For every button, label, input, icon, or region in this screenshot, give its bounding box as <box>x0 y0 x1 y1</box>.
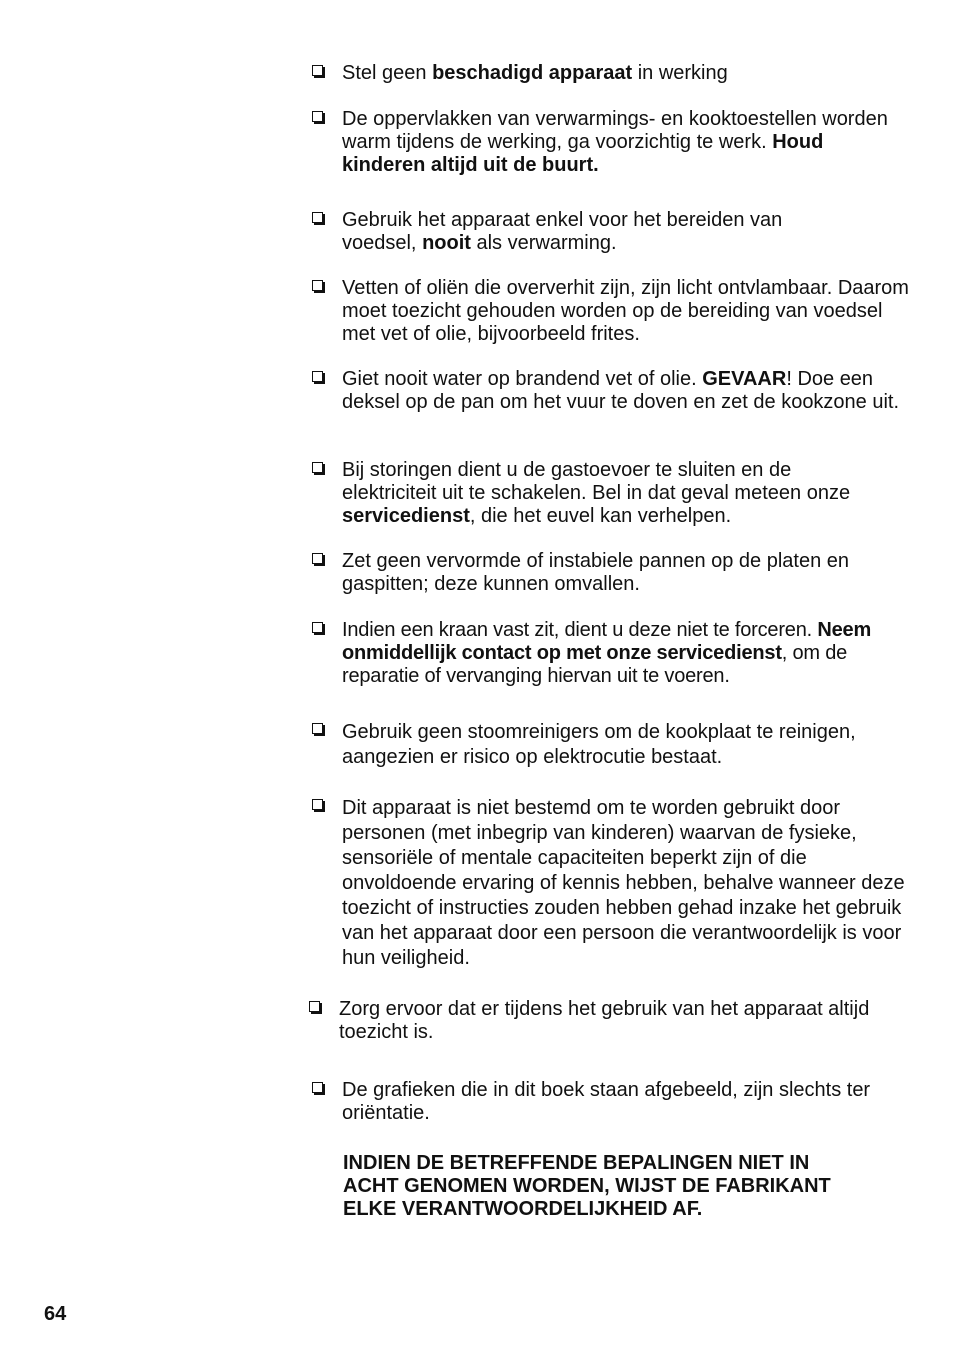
list-item-text: Zorg ervoor dat er tijdens het gebruik van het apparaat altijd toezicht is. <box>339 998 870 1043</box>
checkbox-bullet-icon <box>312 622 323 633</box>
list-item <box>312 108 912 177</box>
checkbox-bullet-icon <box>312 280 323 291</box>
list-item-text: Gebruik het apparaat enkel voor het bereiden van voedsel, nooit als verwarming. <box>342 209 783 254</box>
checkbox-bullet-icon <box>312 371 323 382</box>
checkbox-bullet-icon <box>312 111 323 122</box>
checkbox-bullet-icon <box>312 462 323 473</box>
checkbox-bullet-icon <box>312 553 323 564</box>
checkbox-bullet-icon <box>312 1082 323 1093</box>
list-item-text: Vetten of oliën die oververhit zijn, zijn licht ontvlambaar. Daarom moet toezicht gehouden worden op de bereiding van voedsel met vet of olie, bijvoorbeeld frites. <box>342 277 909 345</box>
list-item <box>312 209 912 255</box>
checkbox-bullet-icon <box>312 65 323 76</box>
checkbox-bullet-icon <box>312 212 323 223</box>
list-item-text: De oppervlakken van verwarmings- en kooktoestellen worden warm tijdens de werking, ga voorzichtig te werk. Houd kinderen altijd uit de buurt. <box>342 108 888 176</box>
checkbox-bullet-icon <box>309 1001 320 1012</box>
list-item <box>312 368 912 414</box>
list-item-text: Giet nooit water op brandend vet of olie. GEVAAR! Doe een deksel op de pan om het vuur te doven en zet de kookzone uit. <box>342 368 900 413</box>
disclaimer-line: INDIEN DE BETREFFENDE BEPALINGEN NIET IN <box>343 1152 810 1174</box>
list-item-text: De grafieken die in dit boek staan afgebeeld, zijn slechts ter oriëntatie. <box>342 1079 871 1124</box>
disclaimer-warning <box>343 1152 923 1221</box>
checkbox-bullet-icon <box>312 799 323 810</box>
list-item-text: Indien een kraan vast zit, dient u deze niet te forceren. Neem onmiddellijk contact op met onze servicedienst, om de reparatie of vervanging hiervan uit te voeren. <box>342 619 872 687</box>
list-item <box>312 459 912 528</box>
list-item <box>312 550 912 596</box>
list-item <box>312 277 912 346</box>
list-item <box>312 1079 912 1125</box>
list-item-text: Stel geen beschadigd apparaat in werking <box>342 62 728 84</box>
list-item <box>312 62 912 85</box>
disclaimer-line: ELKE VERANTWOORDELIJKHEID AF. <box>343 1198 703 1220</box>
list-item <box>309 998 909 1044</box>
page-number: 64 <box>44 1303 67 1325</box>
list-item-text: Dit apparaat is niet bestemd om te worden gebruikt door personen (met inbegrip van kinderen) waarvan de fysieke, sensoriële of mentale capaciteiten beperkt zijn of die onvoldoende ervaring of kennis hebben, behalve wanneer deze toezicht of instructies zouden hebben gehad inzake het gebruik van het apparaat door een persoon die verantwoordelijk is voor hun veiligheid. <box>342 797 905 969</box>
list-item <box>312 796 912 971</box>
list-item-text: Zet geen vervormde of instabiele pannen op de platen en gaspitten; deze kunnen omvallen. <box>342 550 850 595</box>
list-item <box>312 619 912 688</box>
checkbox-bullet-icon <box>312 723 323 734</box>
disclaimer-line: ACHT GENOMEN WORDEN, WIJST DE FABRIKANT <box>343 1175 831 1197</box>
list-item-text: Gebruik geen stoomreinigers om de kookplaat te reinigen, aangezien er risico op elektrocutie bestaat. <box>342 721 856 768</box>
list-item <box>312 720 912 770</box>
list-item-text: Bij storingen dient u de gastoevoer te sluiten en de elektriciteit uit te schakelen. Bel in dat geval meteen onze servicedienst, die het euvel kan verhelpen. <box>342 459 851 527</box>
